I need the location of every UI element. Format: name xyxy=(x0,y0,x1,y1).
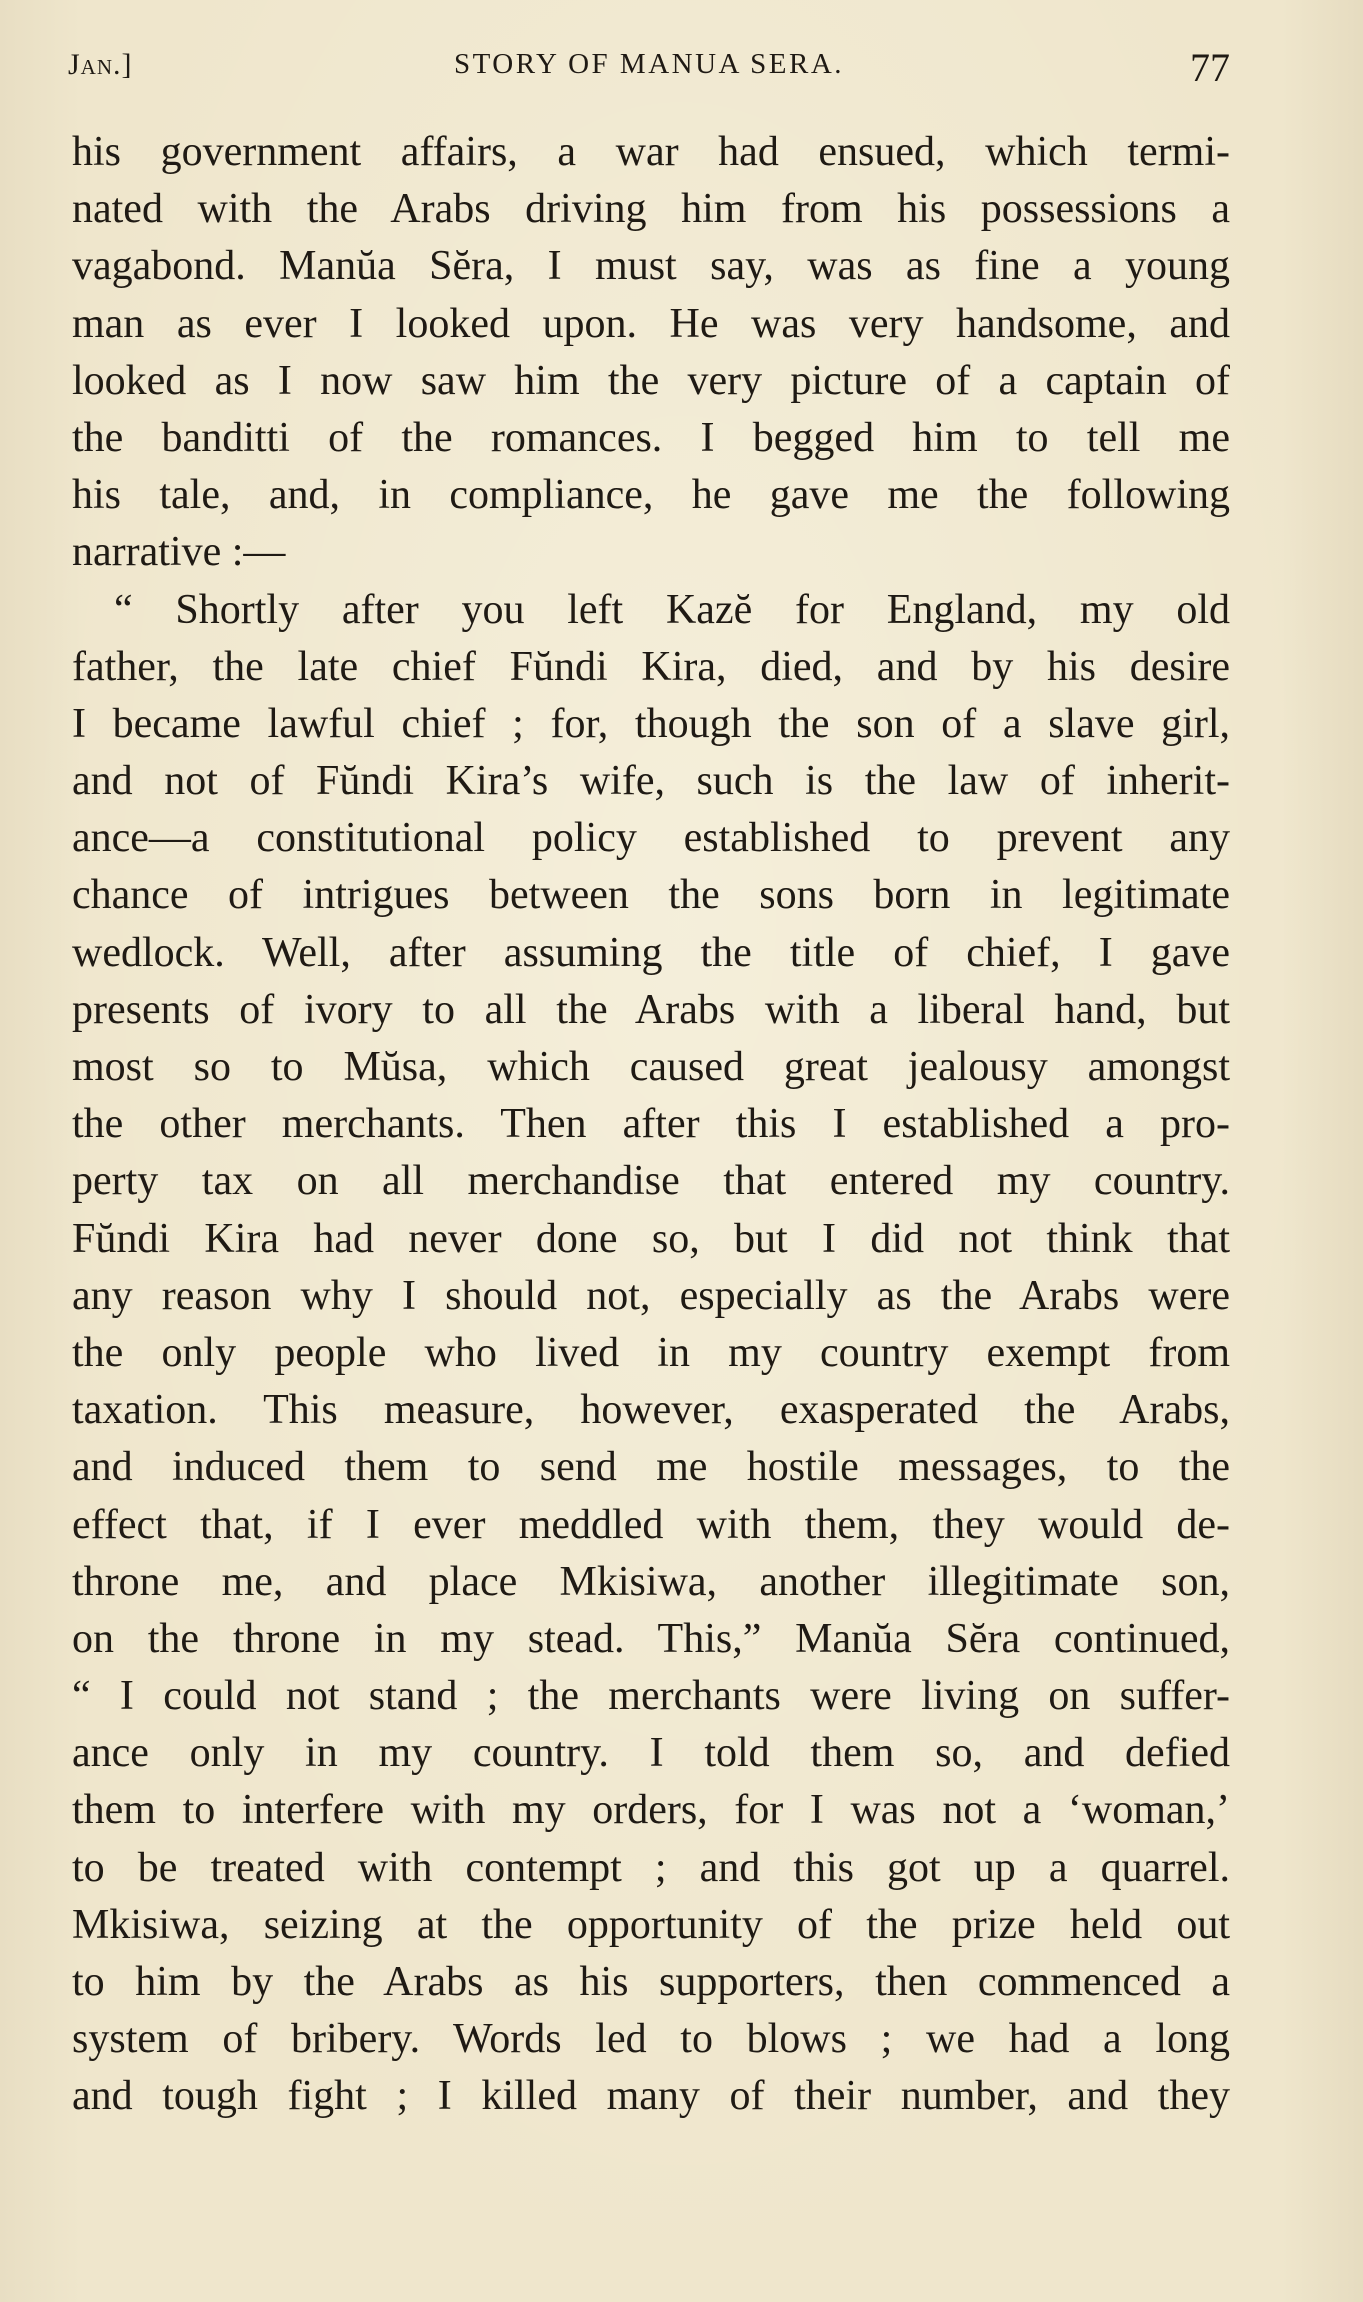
running-head-month: Jan.] xyxy=(68,48,133,81)
text-line: and tough fight ; I killed many of their number, and they xyxy=(72,2073,1230,2120)
text-line: presents of ivory to all the Arabs with a liberal hand, but xyxy=(72,986,1230,1033)
text-line: most so to Mŭsa, which caused great jealousy amongst xyxy=(72,1044,1230,1090)
text-line: “ I could not stand ; the merchants were living on suffer- xyxy=(72,1673,1230,1720)
text-line: looked as I now saw him the very picture of a captain of xyxy=(72,357,1230,404)
page-number: 77 xyxy=(1190,45,1230,90)
text-line: and induced them to send me hostile messages, to the xyxy=(72,1444,1230,1491)
text-line: his tale, and, in compliance, he gave me the following xyxy=(72,472,1230,519)
text-line: perty tax on all merchandise that entered my country. xyxy=(72,1158,1230,1205)
text-line: and not of Fŭndi Kira’s wife, such is the law of inherit- xyxy=(72,758,1230,805)
text-line: wedlock. Well, after assuming the title of chief, I gave xyxy=(72,929,1230,976)
running-head xyxy=(68,45,1230,98)
text-line: man as ever I looked upon. He was very handsome, and xyxy=(72,300,1230,347)
text-line: ance—a constitutional policy established to prevent any xyxy=(72,815,1230,862)
text-line: effect that, if I ever meddled with them, they would de- xyxy=(72,1501,1230,1548)
text-line: chance of intrigues between the sons born in legitimate xyxy=(72,872,1230,919)
text-line: on the throne in my stead. This,” Manŭa Sĕra continued, xyxy=(72,1615,1230,1662)
text-line: them to interfere with my orders, for I was not a ‘woman,’ xyxy=(72,1787,1230,1834)
text-line: Mkisiwa, seizing at the opportunity of the prize held out xyxy=(72,1901,1230,1948)
text-line: throne me, and place Mkisiwa, another illegitimate son, xyxy=(72,1558,1230,1605)
text-line: the other merchants. Then after this I established a pro- xyxy=(72,1101,1230,1148)
text-line: ance only in my country. I told them so, and defied xyxy=(72,1730,1230,1777)
text-line: vagabond. Manŭa Sĕra, I must say, was as fine a young xyxy=(72,243,1230,290)
text-line: any reason why I should not, especially as the Arabs were xyxy=(72,1272,1230,1319)
text-line: “ Shortly after you left Kazĕ for England, my old xyxy=(114,586,1230,633)
text-line: the only people who lived in my country exempt from xyxy=(72,1329,1230,1376)
text-line: to be treated with contempt ; and this got up a quarrel. xyxy=(72,1844,1230,1891)
text-line: his government affairs, a war had ensued, which termi- xyxy=(72,129,1230,175)
text-line: taxation. This measure, however, exasperated the Arabs, xyxy=(72,1387,1230,1434)
text-line: nated with the Arabs driving him from his possessions a xyxy=(72,186,1230,233)
text-line: father, the late chief Fŭndi Kira, died, and by his desire xyxy=(72,643,1230,690)
running-head-title: STORY OF MANUA SERA. xyxy=(453,48,845,80)
text-line: Fŭndi Kira had never done so, but I did not think that xyxy=(72,1215,1230,1262)
text-line: to him by the Arabs as his supporters, then commenced a xyxy=(72,1959,1230,2005)
text-line: system of bribery. Words led to blows ; we had a long xyxy=(72,2016,1230,2063)
text-line: I became lawful chief ; for, though the son of a slave girl, xyxy=(72,700,1230,747)
text-line: the banditti of the romances. I begged him to tell me xyxy=(72,414,1230,461)
body-text xyxy=(72,124,1230,2126)
text-line: narrative :— xyxy=(72,529,286,576)
